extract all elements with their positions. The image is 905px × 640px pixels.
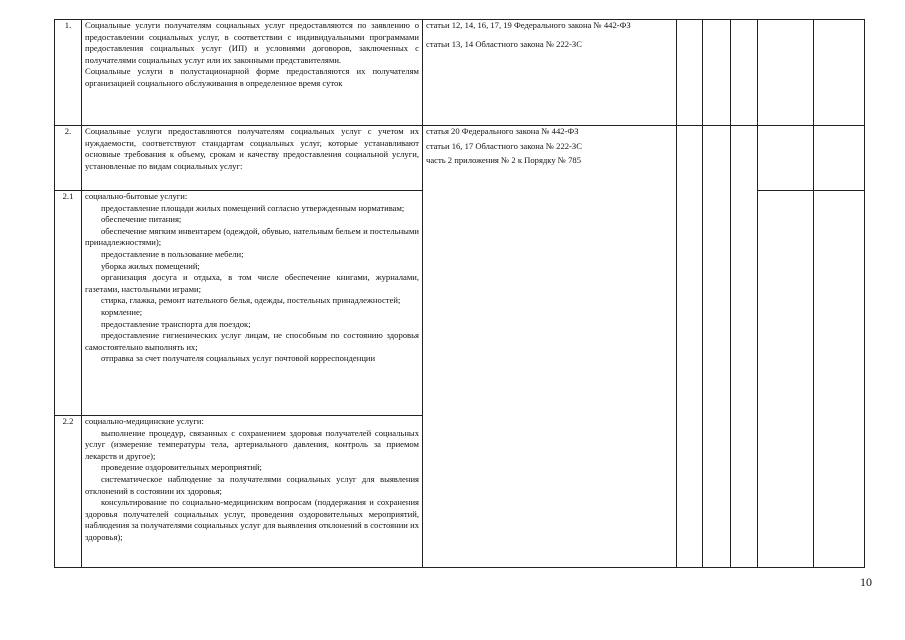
legal-reference: статьи 12, 14, 16, 17, 19 Федерального закона № 442-ФЗ bbox=[426, 20, 631, 30]
legal-reference: статьи 13, 14 Областного закона № 222-ЗС bbox=[426, 38, 582, 49]
answer-cell-yes[interactable] bbox=[677, 20, 703, 126]
answer-cell-no[interactable] bbox=[703, 20, 731, 126]
requirement-text: социально-бытовые услуги: bbox=[85, 191, 188, 201]
answer-cell-na[interactable] bbox=[731, 126, 758, 568]
requirement-text: обеспечение мягким инвентарем (одеждой, обувью, нательным бельем и постельными принадлежностями); bbox=[85, 225, 419, 248]
row-number: 2.1 bbox=[55, 191, 82, 416]
note-cell[interactable] bbox=[814, 126, 865, 191]
requirement-text: предоставление площади жилых помещений согласно утвержденным нормативам; bbox=[101, 202, 405, 213]
row-number: 2.2 bbox=[55, 416, 82, 568]
requirement-cell bbox=[82, 191, 423, 416]
legal-reference: статьи 16, 17 Областного закона № 222-ЗС bbox=[426, 140, 582, 151]
requirement-text: предоставление в пользование мебели; bbox=[101, 248, 244, 259]
requirement-cell bbox=[82, 126, 423, 191]
requirement-text: Социальные услуги предоставляются получателям социальных услуг с учетом их нуждаемости, соответствуют стандартам социальных услуг, которые устанавливают основные требования к объему, срокам и качеству предоставления социальной услуги, установленые по видам социальных услуг: bbox=[85, 126, 419, 171]
legal-reference-cell bbox=[423, 126, 677, 568]
requirement-text: обеспечение питания; bbox=[101, 214, 182, 225]
requirement-text: Социальные услуги получателям социальных услуг предоставляются по заявлению о предоставлении социальных услуг, в соответствии с индивидуальными программами предоставления социальных услуг (ИП) и условиями договоров, заключенных с получателями социальных услуг или их законными представителями. bbox=[85, 20, 419, 65]
legal-reference: часть 2 приложения № 2 к Порядку № 785 bbox=[426, 155, 582, 166]
answer-cell-yes[interactable] bbox=[677, 126, 703, 568]
requirement-cell bbox=[82, 20, 423, 126]
table-row bbox=[55, 20, 865, 126]
page-number: 10 bbox=[860, 575, 872, 589]
row-number: 1. bbox=[55, 20, 82, 126]
requirement-text: стирка, глажка, ремонт нательного белья, одежды, постельных принадлежностей; bbox=[101, 295, 401, 306]
requirement-text: проведение оздоровительных мероприятий; bbox=[101, 462, 262, 473]
requirement-text: выполнение процедур, связанных с сохранением здоровья получателей социальных услуг (измерение температуры тела, артериального давления, контроль за приемом лекарств и другое); bbox=[85, 427, 419, 461]
requirement-text: предоставление гигиенических услуг лицам, не способным по состоянию здоровья самостоятельно выполнять их; bbox=[85, 330, 419, 352]
note-cell[interactable] bbox=[758, 20, 814, 126]
table-row bbox=[55, 126, 865, 191]
legal-reference-cell bbox=[423, 20, 677, 126]
requirement-text: организация досуга и отдыха, в том числе обеспечение книгами, журналами, газетами, настольными играми; bbox=[85, 272, 419, 294]
requirement-text: отправка за счет получателя социальных услуг почтовой корреспонденции bbox=[101, 353, 376, 364]
requirement-text: Социальные услуги в полустационарной форме предоставляются их получателям организацией социального обслуживания в определенное время суток bbox=[85, 66, 419, 88]
requirement-cell bbox=[82, 416, 423, 568]
note-cell[interactable] bbox=[758, 126, 814, 191]
requirement-text: систематическое наблюдение за получателями социальных услуг для выявления отклонений в состоянии их здоровья; bbox=[85, 473, 419, 496]
note-cell[interactable] bbox=[758, 191, 814, 568]
row-number: 2. bbox=[55, 126, 82, 191]
note-cell[interactable] bbox=[814, 20, 865, 126]
checklist-table bbox=[54, 19, 865, 568]
answer-cell-no[interactable] bbox=[703, 126, 731, 568]
answer-cell-na[interactable] bbox=[731, 20, 758, 126]
requirement-text: социально-медицинские услуги: bbox=[85, 416, 204, 426]
note-cell[interactable] bbox=[814, 191, 865, 568]
requirement-text: уборка жилых помещений; bbox=[101, 260, 200, 271]
legal-reference: статья 20 Федерального закона № 442-ФЗ bbox=[426, 126, 579, 136]
requirement-text: кормление; bbox=[101, 306, 143, 317]
requirement-text: консультирование по социально-медицинским вопросам (поддержания и сохранения здоровья получателей социальных услуг, проведения оздоровительных мероприятий, наблюдения за получателями социальных услуг для выявления отклонений в состоянии их здоровья); bbox=[85, 497, 419, 542]
requirement-text: предоставление транспорта для поездок; bbox=[101, 318, 251, 329]
